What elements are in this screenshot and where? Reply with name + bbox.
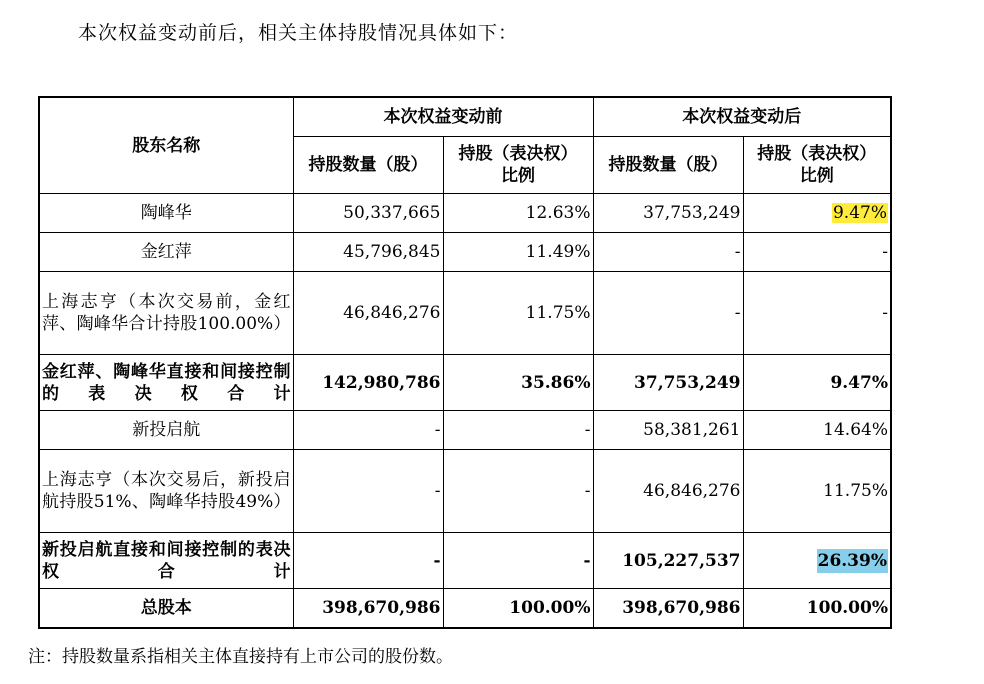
after-ratio: - bbox=[743, 233, 891, 272]
after-ratio: 14.64% bbox=[743, 411, 891, 450]
shareholder-name: 新投启航 bbox=[39, 411, 293, 450]
table-row bbox=[39, 194, 891, 233]
before-shares: 142,980,786 bbox=[293, 355, 443, 411]
before-shares: 45,796,845 bbox=[293, 233, 443, 272]
header-shareholder: 股东名称 bbox=[39, 97, 293, 194]
table-row bbox=[39, 533, 891, 589]
header-before-group: 本次权益变动前 bbox=[293, 97, 593, 137]
before-ratio: - bbox=[443, 411, 593, 450]
highlighted-value: 9.47% bbox=[832, 203, 887, 223]
before-ratio: 11.75% bbox=[443, 272, 593, 355]
after-shares: 398,670,986 bbox=[593, 589, 743, 629]
after-shares: 105,227,537 bbox=[593, 533, 743, 589]
total-row bbox=[39, 589, 891, 629]
after-ratio bbox=[743, 533, 891, 589]
before-ratio: 12.63% bbox=[443, 194, 593, 233]
shareholder-name: 陶峰华 bbox=[39, 194, 293, 233]
after-shares: 46,846,276 bbox=[593, 450, 743, 533]
shareholder-name: 金红萍 bbox=[39, 233, 293, 272]
before-ratio: 11.49% bbox=[443, 233, 593, 272]
after-ratio bbox=[743, 194, 891, 233]
table-row bbox=[39, 450, 891, 533]
header-before-shares: 持股数量（股） bbox=[293, 137, 443, 194]
after-shares: 37,753,249 bbox=[593, 355, 743, 411]
before-shares: 46,846,276 bbox=[293, 272, 443, 355]
after-shares: - bbox=[593, 272, 743, 355]
before-shares: - bbox=[293, 411, 443, 450]
before-shares: 398,670,986 bbox=[293, 589, 443, 629]
after-shares: - bbox=[593, 233, 743, 272]
header-before-ratio: 持股（表决权） 比例 bbox=[443, 137, 593, 194]
after-ratio: 11.75% bbox=[743, 450, 891, 533]
table-row bbox=[39, 355, 891, 411]
after-ratio: - bbox=[743, 272, 891, 355]
table-row bbox=[39, 272, 891, 355]
shareholder-name: 上海志亨（本次交易后，新投启航持股51%、陶峰华持股49%） bbox=[39, 450, 293, 533]
table-row bbox=[39, 233, 891, 272]
before-ratio: - bbox=[443, 533, 593, 589]
shareholder-name: 金红萍、陶峰华直接和间接控制的表决权合计 bbox=[39, 355, 293, 411]
before-shares: - bbox=[293, 450, 443, 533]
before-shares: - bbox=[293, 533, 443, 589]
header-row-1 bbox=[39, 97, 891, 137]
footnote: 注：持股数量系指相关主体直接持有上市公司的股份数。 bbox=[28, 647, 453, 667]
shareholding-table bbox=[38, 96, 892, 629]
table-row bbox=[39, 411, 891, 450]
header-after-shares: 持股数量（股） bbox=[593, 137, 743, 194]
after-shares: 58,381,261 bbox=[593, 411, 743, 450]
before-shares: 50,337,665 bbox=[293, 194, 443, 233]
shareholder-name: 上海志亨（本次交易前，金红萍、陶峰华合计持股100.00%） bbox=[39, 272, 293, 355]
before-ratio: 35.86% bbox=[443, 355, 593, 411]
header-after-ratio: 持股（表决权） 比例 bbox=[743, 137, 891, 194]
after-ratio: 100.00% bbox=[743, 589, 891, 629]
before-ratio: - bbox=[443, 450, 593, 533]
shareholder-name: 新投启航直接和间接控制的表决权合计 bbox=[39, 533, 293, 589]
before-ratio: 100.00% bbox=[443, 589, 593, 629]
after-ratio: 9.47% bbox=[743, 355, 891, 411]
highlighted-value: 26.39% bbox=[817, 550, 887, 571]
shareholder-name: 总股本 bbox=[39, 589, 293, 629]
after-shares: 37,753,249 bbox=[593, 194, 743, 233]
intro-text: 本次权益变动前后，相关主体持股情况具体如下： bbox=[78, 22, 519, 44]
header-after-group: 本次权益变动后 bbox=[593, 97, 891, 137]
